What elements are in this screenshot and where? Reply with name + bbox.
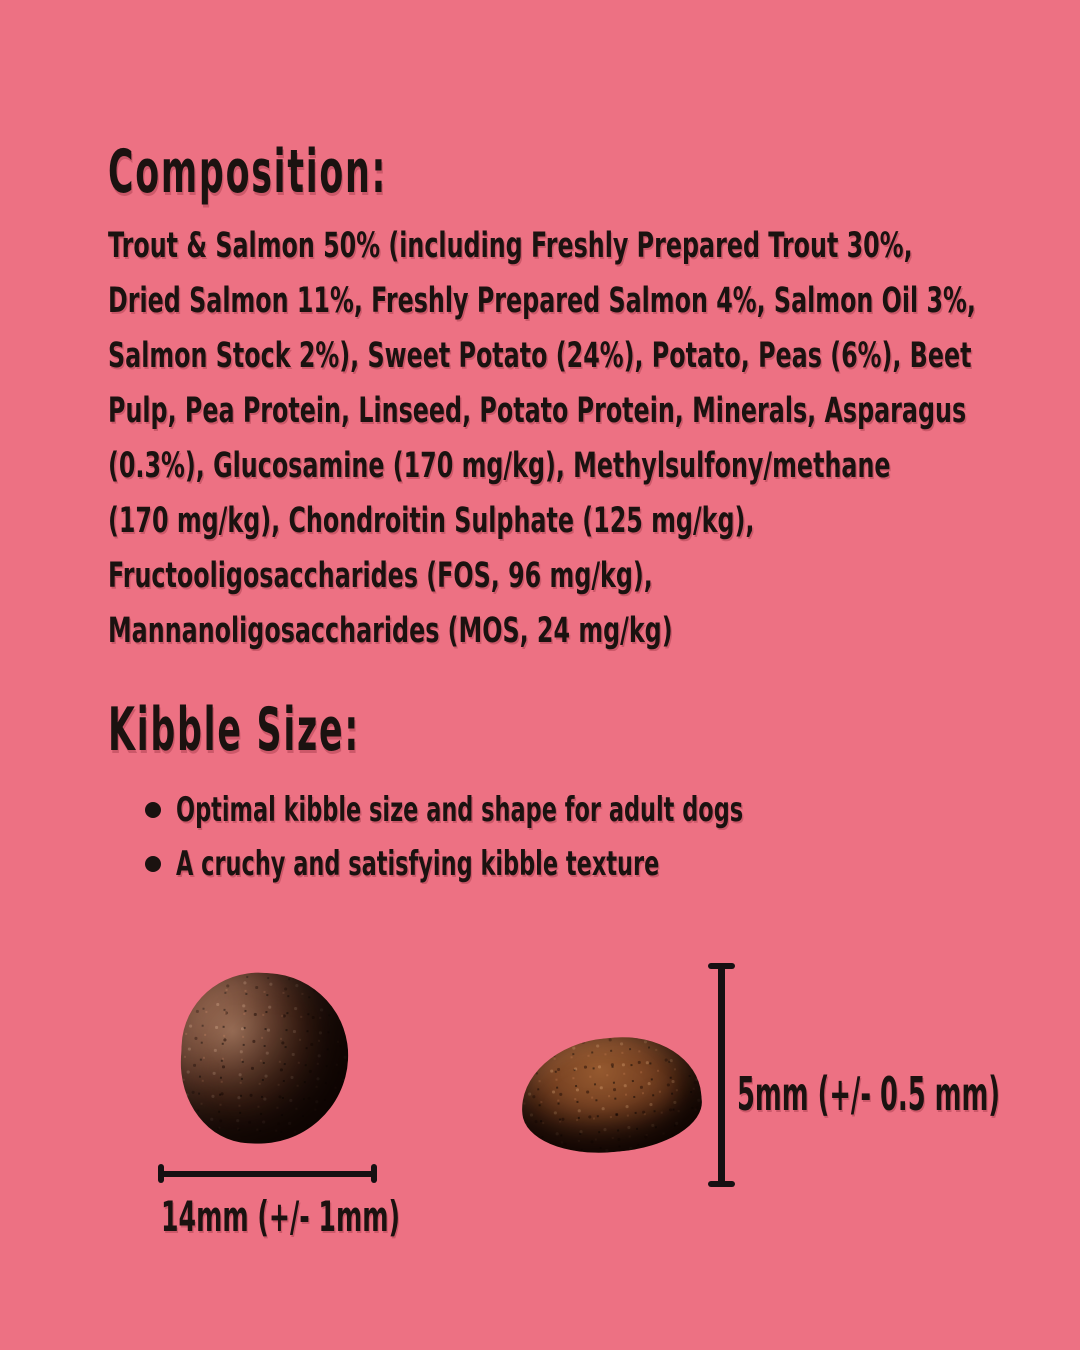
kibble-size-bullet-list <box>145 783 1035 891</box>
kibble-side-view-photo <box>516 1030 705 1159</box>
list-item <box>145 783 1035 837</box>
composition-line: Mannanoligosaccharides (MOS, 24 mg/kg) <box>108 611 673 651</box>
measure-bar <box>158 1171 377 1177</box>
composition-line: Pulp, Pea Protein, Linseed, Potato Protein, Minerals, Asparagus <box>108 391 967 431</box>
width-measurement-line <box>158 1164 377 1183</box>
kibble-size-heading: Kibble Size: <box>108 695 361 765</box>
bullet-text: A cruchy and satisfying kibble texture <box>176 844 660 884</box>
measure-tick <box>708 1181 735 1187</box>
kibble-height-label: 5mm (+/- 0.5 mm) <box>737 1067 1001 1121</box>
kibble-top-view-photo <box>177 969 353 1149</box>
bullet-text: Optimal kibble size and shape for adult dogs <box>176 790 744 830</box>
composition-line: (0.3%), Glucosamine (170 mg/kg), Methylsulfony/methane <box>108 446 891 486</box>
bullet-dot-icon <box>145 802 161 818</box>
composition-line: Fructooligosaccharides (FOS, 96 mg/kg), <box>108 556 653 596</box>
composition-ingredient-list <box>108 219 976 659</box>
kibble-width-label: 14mm (+/- 1mm) <box>161 1192 400 1241</box>
bullet-dot-icon <box>145 856 161 872</box>
measure-tick <box>371 1164 377 1183</box>
composition-line: Dried Salmon 11%, Freshly Prepared Salmon 4%, Salmon Oil 3%, <box>108 281 976 321</box>
composition-heading: Composition: <box>108 137 388 207</box>
composition-line: (170 mg/kg), Chondroitin Sulphate (125 mg/kg), <box>108 501 755 541</box>
height-measurement-line <box>708 963 735 1187</box>
composition-line: Salmon Stock 2%), Sweet Potato (24%), Potato, Peas (6%), Beet <box>108 336 972 376</box>
list-item <box>145 837 1035 891</box>
composition-line: Trout & Salmon 50% (including Freshly Prepared Trout 30%, <box>108 226 913 266</box>
measure-bar <box>718 963 725 1187</box>
